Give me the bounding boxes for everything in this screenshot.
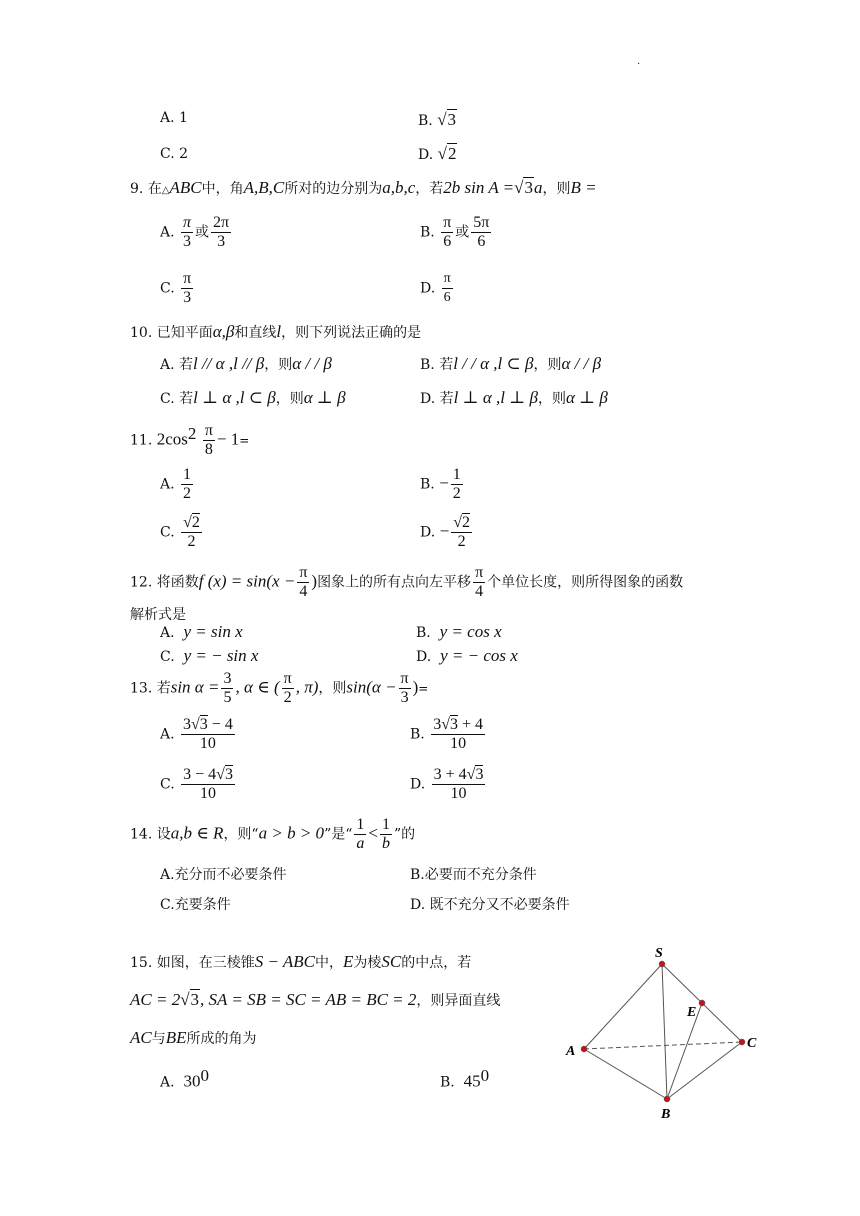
q11-option-c: C. $\frac{√2}{2}$ bbox=[160, 514, 200, 550]
q9-stem: 9. 在△ABC中，角A,B,C所对的边分别为a,b,c，若2b sin A =√3a，则B = bbox=[130, 178, 597, 197]
q14-option-c: C.充要条件 bbox=[160, 897, 231, 913]
q11-option-b: B. − $\frac{1}{2}$ bbox=[420, 466, 461, 502]
point-b bbox=[664, 1096, 670, 1102]
point-a bbox=[581, 1046, 587, 1052]
q9-option-c: C. $\frac{\pi}{3}$ bbox=[160, 270, 192, 306]
q15-stem-line1: 15. 如图，在三棱锥S − ABC中，E为棱SC的中点，若 bbox=[130, 952, 472, 971]
q12-stem-line2: 解析式是 bbox=[130, 607, 186, 623]
q13-option-a: A. $\frac{3√3 - 4}{10}$ bbox=[160, 716, 233, 752]
q13-option-d: D. $\frac{3 + 4√3}{10}$ bbox=[410, 766, 484, 802]
edge-ac-hidden bbox=[584, 1042, 742, 1049]
q14-option-d: D. 既不充分又不必要条件 bbox=[410, 897, 570, 913]
q8-option-d: D. √2 bbox=[418, 144, 457, 163]
pyramid-figure bbox=[560, 940, 770, 1130]
q9-option-a: A. $\frac{\pi}{3}$ 或 $\frac{2\pi}{3}$ bbox=[160, 214, 230, 250]
point-s bbox=[659, 961, 665, 967]
label-c: C bbox=[747, 1036, 757, 1051]
q13-option-c: C. $\frac{3 - 4√3}{10}$ bbox=[160, 766, 233, 802]
edge-bc bbox=[667, 1042, 742, 1099]
q12-option-c: C. y = − sin x bbox=[160, 646, 259, 665]
q11-option-a: A. $\frac{1}{2}$ bbox=[160, 466, 192, 502]
edge-sa bbox=[584, 964, 662, 1049]
q10-option-a: A. 若l // α ,l // β，则α / / β bbox=[160, 354, 332, 373]
edge-be bbox=[667, 1003, 702, 1099]
q9-option-b: B. $\frac{\pi}{6}$ 或 $\frac{5\pi}{6}$ bbox=[420, 214, 490, 250]
q15-option-b: B. $45^0$ bbox=[440, 1066, 490, 1091]
q12-stem: 12. 将函数f (x) = sin(x − $\frac{\pi}{4}$ )图象上的所有点向左平移 $\frac{\pi}{4}$ 个单位长度，则所得图象的函数 bbox=[130, 564, 684, 600]
q14-stem: 14. 设a,b ∈ R，则“a > b > 0”是“ $\frac{1}{a}$ < $\frac{1}{b}$ ”的 bbox=[130, 816, 416, 852]
sqrt-2: √2 bbox=[437, 144, 457, 163]
q9-option-d: D. $\frac{\pi}{6}$ bbox=[420, 271, 451, 305]
q11-stem: 11. $2\cos^2$ $\frac{\pi}{8}$ − 1= bbox=[130, 422, 250, 458]
q10-stem: 10. 已知平面α,β和直线l，则下列说法正确的是 bbox=[130, 322, 422, 341]
q15-stem-line2: AC = 2√3, SA = SB = SC = AB = BC = 2，则异面直线 bbox=[130, 990, 501, 1009]
q10-option-c: C. 若l ⊥ α ,l ⊂ β，则α ⊥ β bbox=[160, 388, 346, 407]
label-s: S bbox=[655, 946, 663, 961]
header-dot: . bbox=[637, 56, 641, 67]
edge-sb bbox=[662, 964, 667, 1099]
q8-option-c: C. 2 bbox=[160, 146, 189, 162]
q14-option-b: B.必要而不充分条件 bbox=[410, 867, 537, 883]
q12-option-a: A. y = sin x bbox=[160, 622, 243, 641]
q13-option-b: B. $\frac{3√3 + 4}{10}$ bbox=[410, 716, 484, 752]
point-e bbox=[699, 1000, 705, 1006]
q8-option-b: B. √3 bbox=[418, 110, 457, 129]
edge-ab bbox=[584, 1049, 667, 1099]
q10-option-b: B. 若l / / α ,l ⊂ β，则α / / β bbox=[420, 354, 602, 373]
sqrt-3: √3 bbox=[437, 110, 457, 129]
label-b: B bbox=[661, 1107, 671, 1122]
q13-stem: 13. 若sin α = $\frac{3}{5}$ , α ∈ ( $\frac{\pi}{2}$ , π)，则sin(α − $\frac{\pi}{3}$ )= bbox=[130, 670, 429, 706]
q10-option-d: D. 若l ⊥ α ,l ⊥ β，则α ⊥ β bbox=[420, 388, 608, 407]
q14-option-a: A.充分而不必要条件 bbox=[160, 867, 287, 883]
point-c bbox=[739, 1039, 745, 1045]
label-e: E bbox=[687, 1005, 697, 1020]
q15-option-a: A. $30^0$ bbox=[160, 1066, 209, 1091]
q12-option-d: D. y = − cos x bbox=[416, 646, 518, 665]
label-a: A bbox=[566, 1044, 576, 1059]
q11-option-d: D. − $\frac{√2}{2}$ bbox=[420, 514, 471, 550]
q15-stem-line3: AC与BE所成的角为 bbox=[130, 1028, 257, 1047]
q8-option-a: A. 1 bbox=[160, 110, 188, 126]
q12-option-b: B. y = cos x bbox=[416, 622, 502, 641]
